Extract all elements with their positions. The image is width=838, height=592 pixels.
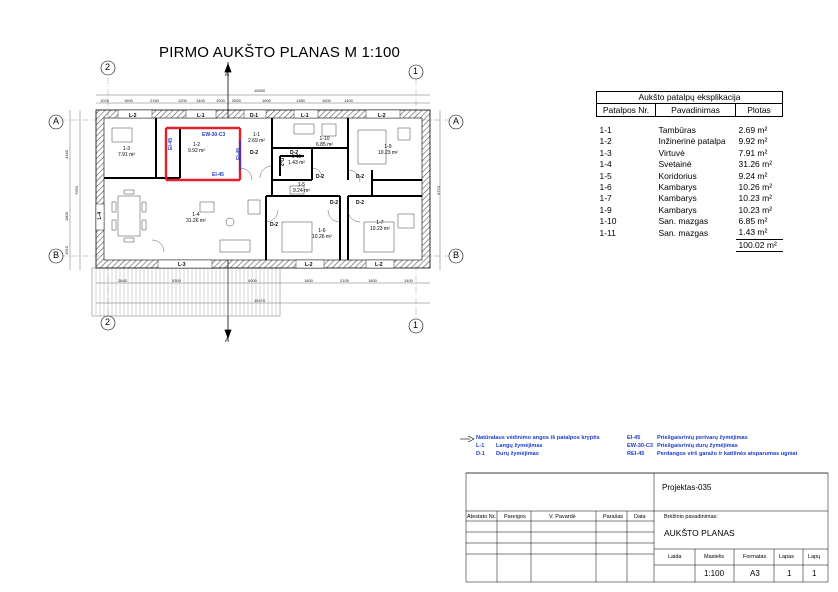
- room-label-1-11: 1-11 1.43 m²: [288, 154, 305, 166]
- room-label-1-2: 1-2 9.92 m²: [188, 142, 205, 154]
- table-cell: Inžinerinė patalpa: [658, 136, 726, 147]
- table-cell: 1.43 m²: [738, 227, 768, 238]
- legend-code: L-1: [476, 443, 485, 449]
- table-cell: 6.85 m²: [738, 216, 768, 227]
- door-tag: D-2: [330, 200, 339, 206]
- dim-label: 1600: [322, 98, 331, 103]
- window-tag: L-3: [178, 262, 186, 268]
- dim-left-4: 7650: [74, 186, 79, 195]
- dim-total-bottom: 15470: [254, 298, 266, 303]
- table-cell: 1-6: [599, 181, 612, 192]
- table-total: 100.02 m²: [736, 239, 783, 251]
- window-tag: L-2: [305, 262, 313, 268]
- tb-col-header: Data: [634, 514, 646, 520]
- room-label-1-1: 1-1 2.69 m²: [248, 132, 265, 144]
- table-cell: 1-1: [599, 124, 612, 135]
- dim-left-2: 1800: [64, 212, 69, 221]
- tb-meta-value: 1: [787, 569, 792, 578]
- plan-title: PIRMO AUKŠTO PLANAS M 1:100: [159, 44, 401, 61]
- tb-col-header: Pareigos: [504, 514, 526, 520]
- table-cell: Kambarys: [658, 193, 697, 204]
- door-tag: D-1: [250, 113, 259, 119]
- table-cell: 1-3: [599, 147, 612, 158]
- table-header: Patalpos Nr.: [597, 104, 656, 116]
- dim-label: 2500: [232, 98, 241, 103]
- table-cell: 10.26 m²: [738, 181, 773, 192]
- terrace: [92, 268, 280, 316]
- section-mark-bottom: A: [225, 338, 230, 344]
- table-cell: San. mazgas: [658, 216, 709, 227]
- fire-wall-tag: EI-45: [236, 148, 242, 160]
- axis-label-bottom-right: 1: [413, 320, 419, 330]
- axis-label-row-b-right: B: [453, 250, 460, 260]
- tb-col-header: V. Pavardė: [549, 514, 576, 520]
- table-cell: 1-9: [599, 204, 612, 215]
- table-cell: Kambarys: [658, 204, 697, 215]
- table-row: [597, 159, 783, 170]
- window-tag: L-2: [375, 262, 383, 268]
- dim-label: 1000: [216, 98, 225, 103]
- table-cell: Tambūras: [658, 124, 696, 135]
- dim-label: 2105: [340, 278, 349, 283]
- table-row: [597, 193, 783, 204]
- dim-label: 2150: [150, 98, 159, 103]
- table-cell: Kambarys: [658, 181, 697, 192]
- room-explication-table: [596, 91, 783, 252]
- tb-meta-value: 1: [812, 569, 817, 578]
- table-row: [597, 216, 783, 227]
- window-tag: L-4: [97, 212, 103, 220]
- table-row: [597, 125, 783, 136]
- tb-meta-value: 1:100: [704, 569, 725, 578]
- room-label-1-3: 1-3 7.91 m²: [118, 146, 135, 158]
- legend-text: Durų žymėjimas: [496, 451, 539, 457]
- axis-label-row-a-right: A: [453, 116, 460, 126]
- dim-left-3: 1610: [64, 246, 69, 255]
- tb-meta-header: Mastelis: [704, 554, 725, 560]
- door-tag: D-2: [270, 222, 279, 228]
- tb-col-header: Parašas: [603, 514, 624, 520]
- window-tag: L-2: [129, 113, 137, 119]
- table-row: [597, 227, 783, 239]
- legend-text: Priešgaisrinių pertvarų žymėjimas: [657, 435, 748, 441]
- fire-wall-tag: EI-45: [168, 138, 174, 150]
- door-tag: D-2: [356, 200, 365, 206]
- axis-label-row-a-left: A: [53, 116, 60, 126]
- dim-label: 2845: [118, 278, 127, 283]
- table-cell: 1-10: [599, 216, 617, 227]
- table-cell: 10.23 m²: [738, 193, 773, 204]
- tb-meta-header: Lapas: [779, 554, 794, 560]
- legend-code: EI-45: [627, 435, 641, 441]
- tb-meta-header: Laida: [668, 554, 682, 560]
- axis-label-top-left: 2: [105, 62, 111, 72]
- table-cell: 7.91 m²: [738, 147, 768, 158]
- table-row: [597, 182, 783, 193]
- table-row: [597, 170, 783, 181]
- table-cell: 1-5: [599, 170, 612, 181]
- table-cell: 10.23 m²: [738, 204, 773, 215]
- dim-label: 1400: [404, 278, 413, 283]
- project-name: Projektas-035: [662, 483, 712, 492]
- dim-label: 1025: [100, 98, 109, 103]
- dim-label: 1600: [124, 98, 133, 103]
- table-caption: Aukšto patalpų eksplikacija: [597, 92, 783, 104]
- room-label-1-6: 1-6 10.26 m²: [312, 228, 332, 240]
- tb-meta-header: Formatas: [743, 554, 767, 560]
- dim-label: 1400: [196, 98, 205, 103]
- table-row: [597, 148, 783, 159]
- dim-total-top: 16550: [254, 88, 266, 93]
- legend-arrow: [460, 436, 474, 442]
- room-label-1-7: 1-7 10.23 m²: [370, 220, 390, 232]
- table-header: Pavadinimas: [656, 104, 736, 116]
- dim-label: 5300: [172, 278, 181, 283]
- legend-right: [627, 434, 797, 458]
- table-row: [597, 205, 783, 216]
- room-label-1-9: 1-9 10.23 m²: [378, 144, 398, 156]
- table-header: Plotas: [736, 104, 783, 116]
- window-tag: L-2: [378, 113, 386, 119]
- dim-left-1: 4440: [64, 150, 69, 159]
- legend-arrow-text: Natūralaus vėdinimo angos iš patalpos kryptis: [476, 435, 600, 441]
- drawing-name: AUKŠTO PLANAS: [664, 528, 735, 538]
- axis-label-row-b-left: B: [53, 250, 60, 260]
- table-cell: 1-7: [599, 193, 612, 204]
- title-block-grid: [466, 473, 828, 582]
- table-cell: San. mazgas: [658, 227, 709, 238]
- table-cell: Svetainė: [658, 159, 692, 170]
- legend-left: [476, 434, 600, 458]
- tb-col-header: Atestato Nr.: [467, 514, 496, 520]
- legend-text: Perdangos virš garažo ir katilinės atsparumas ugniai: [657, 451, 798, 457]
- section-mark-top: A: [225, 72, 230, 78]
- table-cell: 9.24 m²: [738, 170, 768, 181]
- door-tag: D-2: [290, 150, 299, 156]
- legend-text: Langų žymėjimas: [496, 443, 543, 449]
- dim-label: 1600: [304, 278, 313, 283]
- table-cell: 1-11: [599, 227, 616, 238]
- table-cell: 9.92 m²: [738, 136, 768, 147]
- tb-meta-header: Lapų: [808, 554, 821, 560]
- table-row: [597, 136, 783, 147]
- table-cell: Virtuvė: [658, 147, 685, 158]
- table-cell: 1-4: [599, 159, 612, 170]
- legend-code: D-1: [476, 451, 486, 457]
- door-tag: D-2: [356, 174, 365, 180]
- door-tag: D-2: [278, 158, 284, 167]
- axis-label-bottom-left: 2: [105, 317, 111, 327]
- dim-label: 1600: [368, 278, 377, 283]
- legend-code: EW-30-C3: [627, 443, 653, 449]
- dim-label: 1200: [178, 98, 187, 103]
- tb-meta-value: A3: [750, 569, 760, 578]
- window-tag: L-1: [301, 113, 309, 119]
- table-cell: Koridorius: [658, 170, 697, 181]
- door-tag: D-2: [250, 150, 259, 156]
- dim-label: 1400: [344, 98, 353, 103]
- table-cell: 1-2: [599, 136, 612, 147]
- room-label-1-4: 1-4 31.26 m²: [186, 212, 206, 224]
- room-label-1-5: 1-5 9.24 m²: [293, 182, 310, 194]
- room-label-1-10: 1-10 6.85 m²: [316, 136, 333, 148]
- window-tag: L-1: [197, 113, 205, 119]
- dim-label: 1380: [296, 98, 305, 103]
- dim-right-1: 6770: [436, 186, 441, 195]
- dim-label: 4000: [248, 278, 257, 283]
- legend-text: Priešgaisrinių durų žymėjimas: [657, 443, 738, 449]
- drawing-name-label: Brėžinio pavadinimas:: [664, 514, 718, 520]
- dim-label: 1600: [262, 98, 271, 103]
- table-cell: 2.69 m²: [738, 124, 768, 135]
- axis-label-top-right: 1: [413, 66, 419, 76]
- table-cell: 31.26 m²: [738, 159, 773, 170]
- fire-door-tag: EW-30-C3: [202, 132, 226, 138]
- fire-wall-tag: EI-45: [212, 172, 224, 178]
- legend-code: REI-45: [627, 451, 645, 457]
- door-tag: D-2: [316, 174, 325, 180]
